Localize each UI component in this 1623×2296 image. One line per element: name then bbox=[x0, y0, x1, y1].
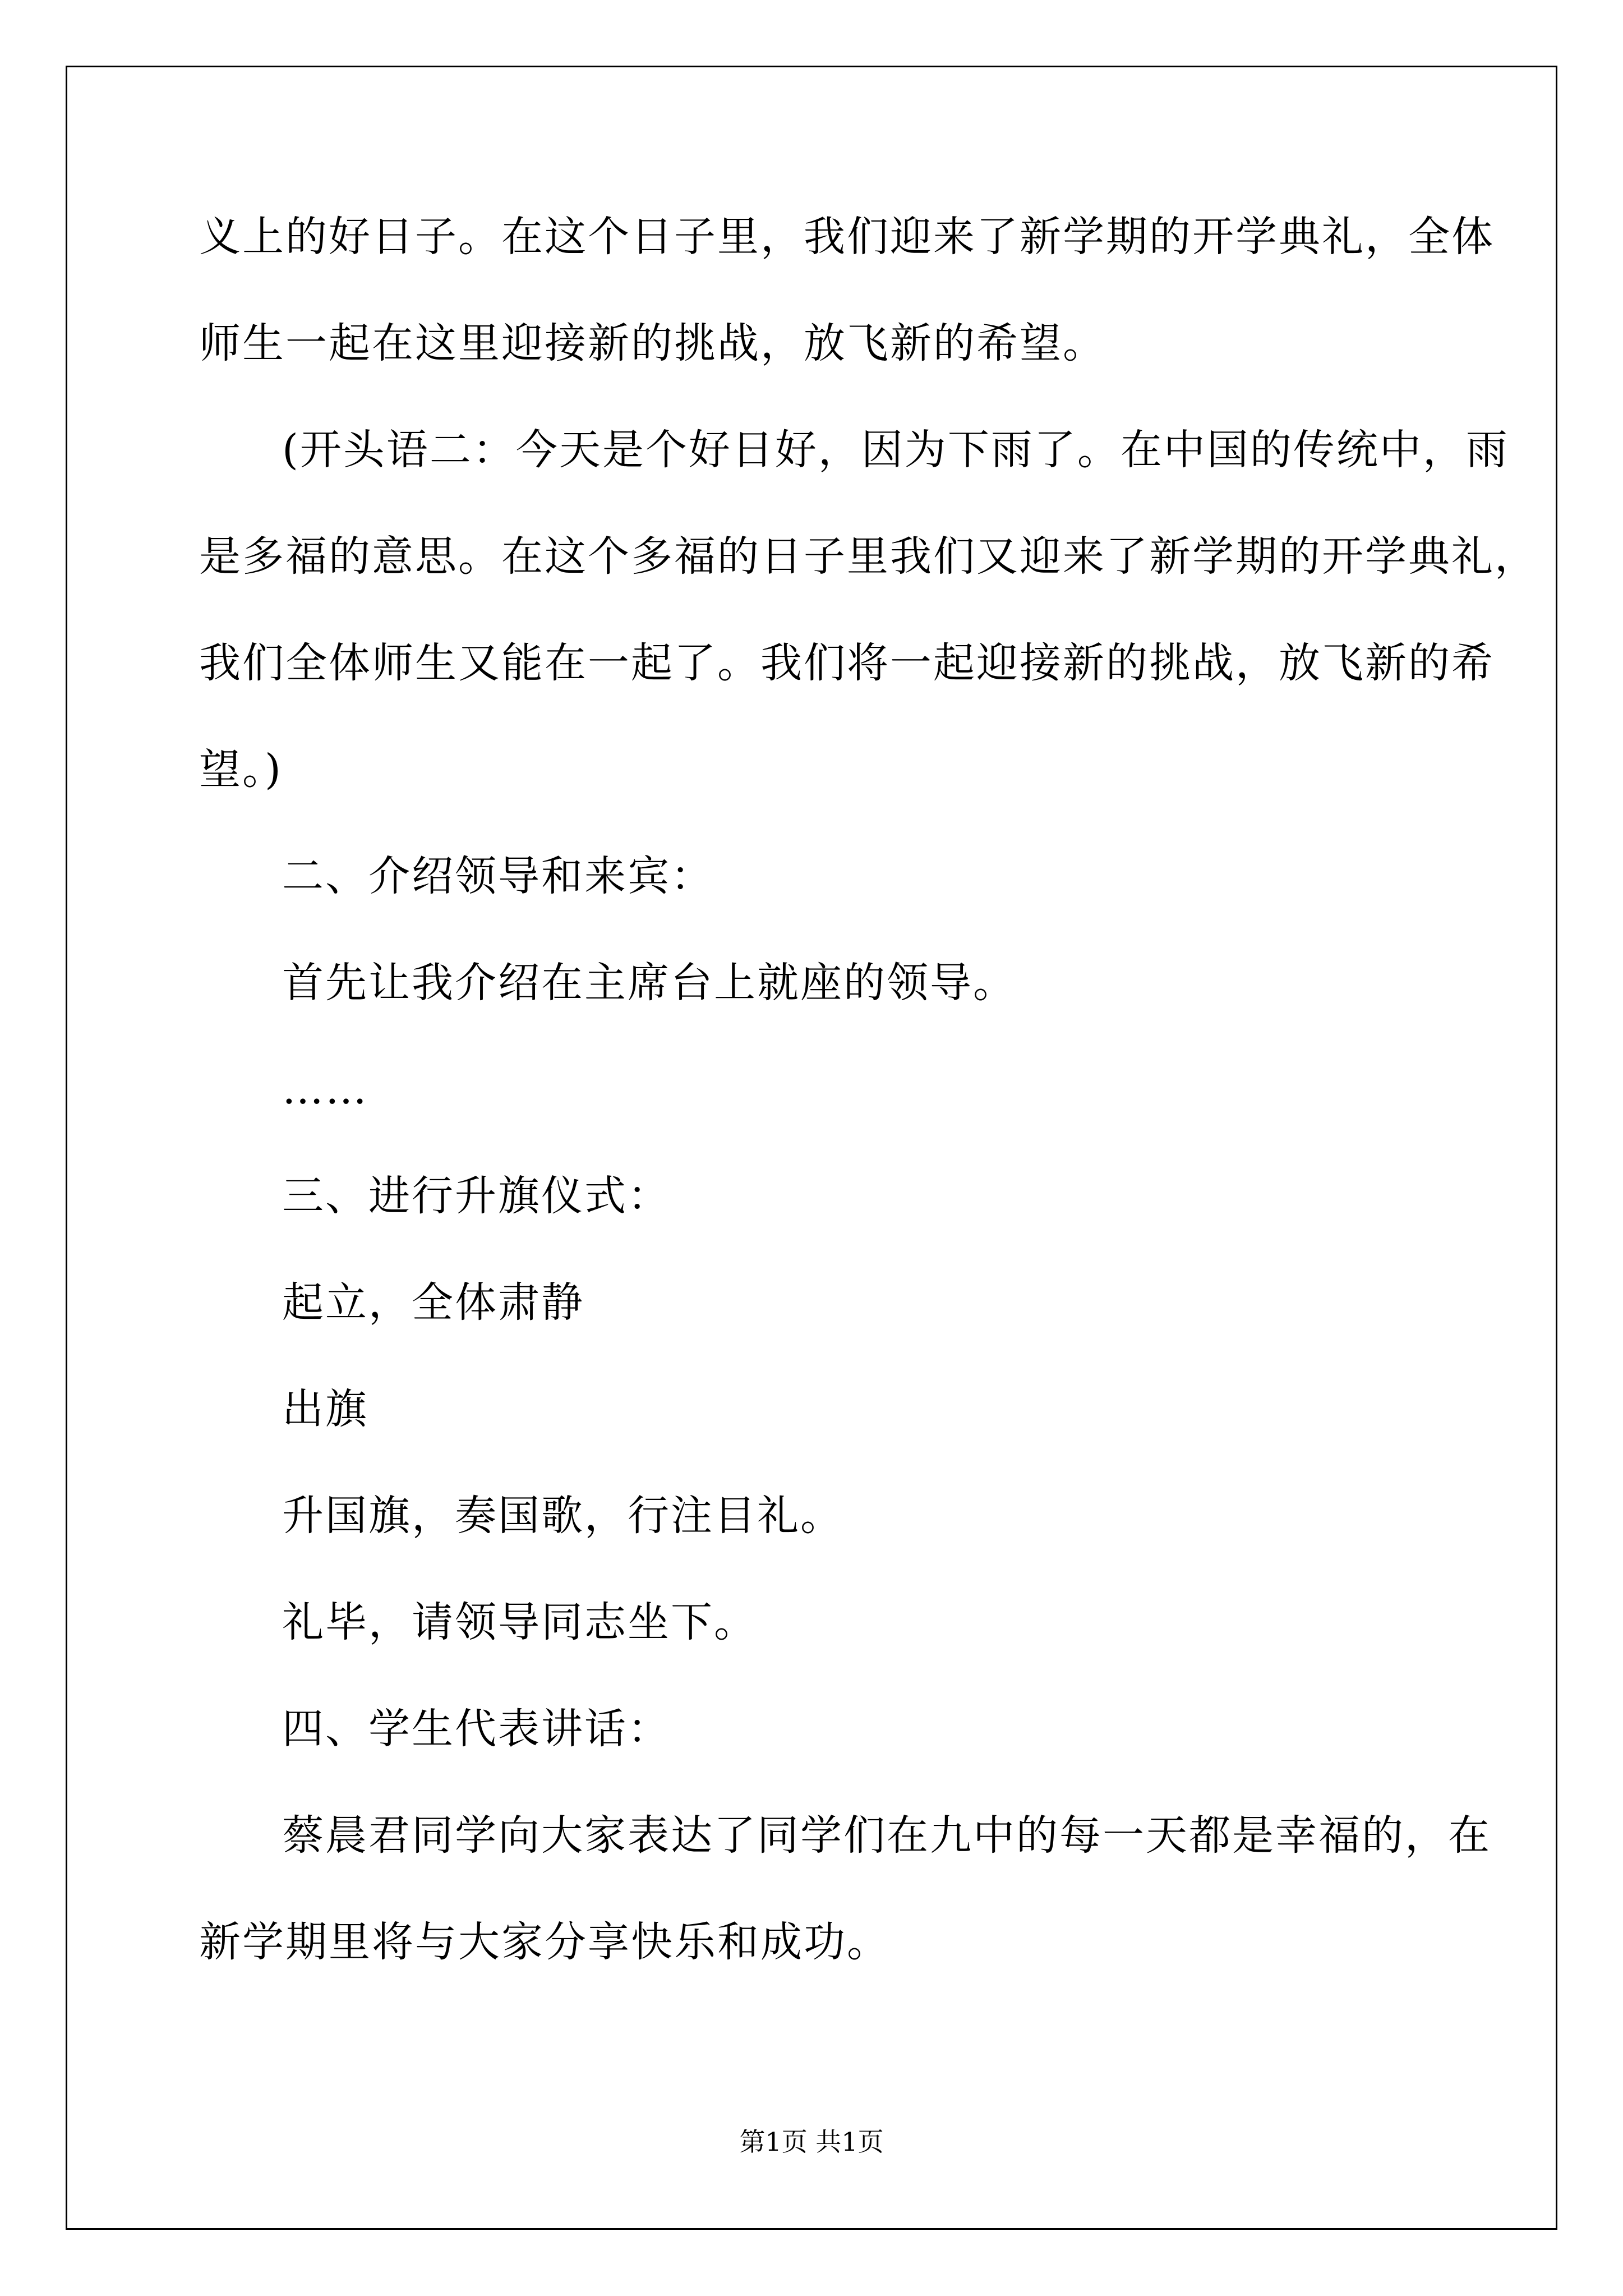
paragraph-line: 礼毕，请领导同志坐下。 bbox=[282, 1598, 757, 1646]
ellipsis-line: …… bbox=[282, 1065, 368, 1114]
paragraph-line: 师生一起在这里迎接新的挑战，放飞新的希望。 bbox=[199, 319, 1106, 367]
section-heading: 四、学生代表讲话： bbox=[282, 1705, 671, 1753]
paragraph-line: 升国旗，奏国歌，行注目礼。 bbox=[282, 1492, 843, 1540]
page-border bbox=[66, 66, 1557, 2230]
paragraph-line: (开头语二：今天是个好日好，因为下雨了。在中国的传统中，雨 bbox=[282, 426, 1509, 474]
paragraph-line: 义上的好日子。在这个日子里，我们迎来了新学期的开学典礼，全体 bbox=[199, 213, 1495, 261]
page-footer: 第1页 共1页 bbox=[739, 2127, 884, 2157]
paragraph-line: 起立，全体肃静 bbox=[282, 1278, 584, 1327]
section-heading: 二、介绍领导和来宾： bbox=[282, 852, 714, 900]
section-heading: 三、进行升旗仪式： bbox=[282, 1172, 671, 1220]
paragraph-line: 新学期里将与大家分享快乐和成功。 bbox=[199, 1918, 890, 1966]
paragraph-line: 蔡晨君同学向大家表达了同学们在九中的每一天都是幸福的，在 bbox=[282, 1811, 1491, 1860]
paragraph-line: 我们全体师生又能在一起了。我们将一起迎接新的挑战，放飞新的希 bbox=[199, 639, 1495, 687]
paragraph-line: 出旗 bbox=[282, 1385, 368, 1433]
paragraph-line: 首先让我介绍在主席台上就座的领导。 bbox=[282, 959, 1016, 1007]
paragraph-line: 望。) bbox=[199, 746, 283, 794]
paragraph-line: 是多福的意思。在这个多福的日子里我们又迎来了新学期的开学典礼， bbox=[199, 532, 1538, 581]
